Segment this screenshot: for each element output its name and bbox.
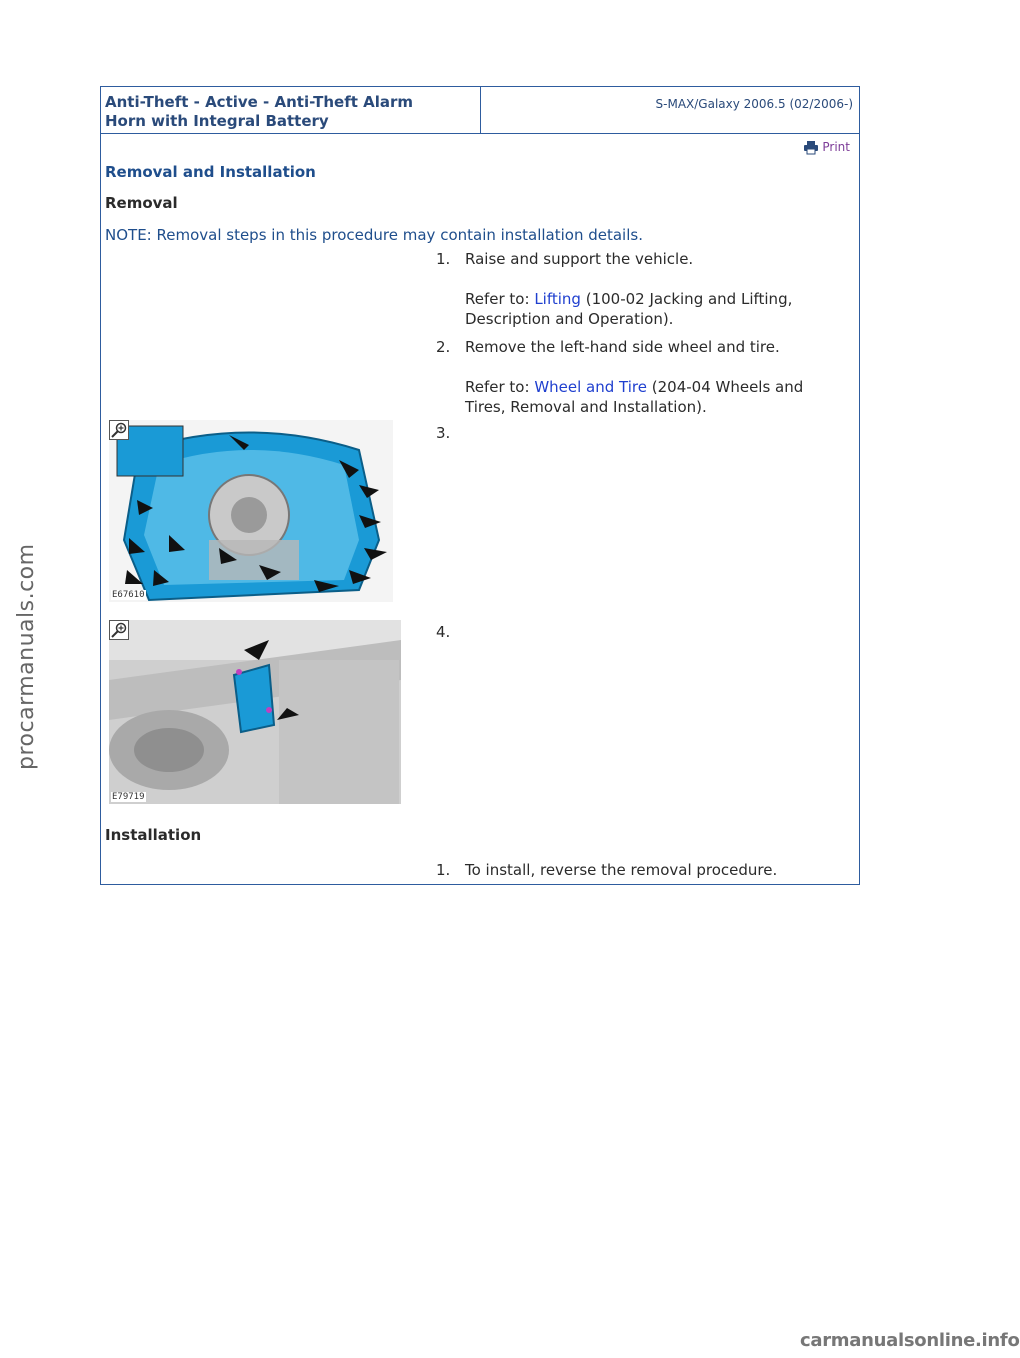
footer-watermark: carmanualsonline.info xyxy=(800,1330,1020,1351)
installation-heading: Installation xyxy=(105,826,202,844)
side-watermark: procarmanuals.com xyxy=(14,543,39,770)
wheel-arch-illustration xyxy=(109,420,393,602)
refer-to-label: Refer to: xyxy=(465,290,535,308)
header-title-cell xyxy=(101,87,481,133)
step-number: 1. xyxy=(436,250,451,268)
figure-wheel-arch-liner xyxy=(109,420,393,602)
horn-battery-illustration xyxy=(109,620,401,804)
removal-note: NOTE: Removal steps in this procedure may contain installation details. xyxy=(105,226,643,244)
step-text: Raise and support the vehicle. xyxy=(465,250,694,268)
ref-suffix-cont: Tires, Removal and Installation). xyxy=(465,398,707,416)
link-wheel-and-tire[interactable]: Wheel and Tire xyxy=(534,378,647,396)
zoom-icon[interactable] xyxy=(109,620,129,640)
removal-heading: Removal xyxy=(105,194,178,212)
step-number: 2. xyxy=(436,338,451,356)
ref-suffix: (204-04 Wheels and xyxy=(651,378,804,396)
step-number: 3. xyxy=(436,424,451,442)
zoom-icon[interactable] xyxy=(109,420,129,440)
model-label: S-MAX/Galaxy 2006.5 (02/2006-) xyxy=(655,97,853,111)
printer-icon xyxy=(804,141,818,154)
print-label: Print xyxy=(822,140,850,154)
step-number: 4. xyxy=(436,623,451,641)
header-bar xyxy=(101,87,859,134)
figure-label: E79719 xyxy=(112,792,145,802)
step-text: To install, reverse the removal procedure. xyxy=(465,861,778,879)
section-title: Removal and Installation xyxy=(105,163,316,181)
document-frame xyxy=(100,86,860,885)
ref-suffix: (100-02 Jacking and Lifting, xyxy=(585,290,793,308)
refer-to-label: Refer to: xyxy=(465,378,535,396)
step-text: Remove the left-hand side wheel and tire. xyxy=(465,338,780,356)
link-lifting[interactable]: Lifting xyxy=(534,290,581,308)
ref-suffix-cont: Description and Operation). xyxy=(465,310,674,328)
header-title-line1: Anti-Theft - Active - Anti-Theft Alarm xyxy=(105,93,414,111)
figure-horn-battery xyxy=(109,620,401,804)
print-button[interactable] xyxy=(804,140,850,154)
header-title-line2: Horn with Integral Battery xyxy=(105,112,329,130)
step-number: 1. xyxy=(436,861,451,879)
figure-label: E67610 xyxy=(112,590,145,600)
